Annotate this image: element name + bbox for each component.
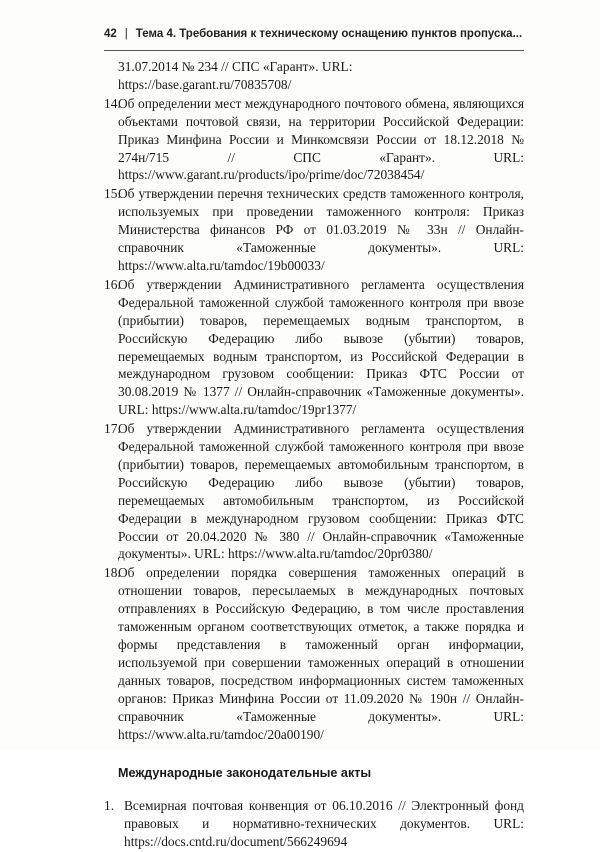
- reference-number: 15.: [104, 186, 121, 202]
- reference-item: [104, 276, 524, 419]
- reference-text: Об определении порядка совершения таможенных операций в отношении товаров, пересылаемых в международных почтовых отправлениях в Российскую Федерацию, в том числе проставления таможенным органом соответствующих отметок, а также порядка и формы представления в таможенный орган информации, используемой при совершении таможенных операций в отношении данных товаров, посредством информационных систем таможенных органов: Приказ Минфина России от 11.09.2020 № 190н // Онлайн-справочник «Таможенные документы». URL: https://www.alta.ru/tamdoc/20a00190/: [118, 565, 524, 742]
- reference-number: 16.: [104, 276, 121, 292]
- reference-item: [104, 564, 524, 743]
- reference-list: [104, 58, 524, 852]
- continued-reference: 31.07.2014 № 234 // СПС «Гарант». URL: https://base.garant.ru/70835708/: [118, 59, 353, 92]
- international-list: [104, 797, 524, 851]
- reference-number: 17.: [104, 421, 121, 437]
- reference-text: Об утверждении перечня технических средств таможенного контроля, используемых при проведении таможенного контроля: Приказ Министерства финансов РФ от 01.03.2019 № 33н // Онлайн-справочник «Таможенные документы». URL: https://www.alta.ru/tamdoc/19b00033/: [118, 186, 524, 273]
- running-header: [104, 28, 524, 40]
- reference-text: Об утверждении Административного регламента осуществления Федеральной таможенной службой таможенного контроля при ввозе (прибытии) товаров, перемещаемых автомобильным транспортом, в Российскую Федерацию либо вывозе (убытии) товаров, перемещаемых автомобильным транспортом, из Российской Федерации в международном грузовом сообщении: Приказ ФТС России от 20.04.2020 № 380 // Онлайн-справочник «Таможенные документы». URL: https://www.alta.ru/tamdoc/20pr0380/: [118, 421, 524, 562]
- reference-item: [104, 797, 524, 851]
- reference-number: 18.: [104, 565, 121, 581]
- page-number: 42: [104, 28, 117, 40]
- reference-text: Всемирная почтовая конвенция от 06.10.2016 // Электронный фонд правовых и нормативно-технических документов. URL: https://docs.cntd.ru/document/566249694: [124, 798, 524, 850]
- reference-item: [104, 420, 524, 563]
- section-heading: Международные законодательные акты: [118, 766, 372, 781]
- reference-item: [104, 95, 524, 185]
- reference-text: Об определении мест международного почтового обмена, являющихся объектами почтовой связи, на территории Российской Федерации: Приказ Минфина России и Минкомсвязи России от 18.12.2018 № 274н/715 // СПС «Гарант». URL: https://www.garant.ru/products/ipo/prime/doc/72038454/: [118, 95, 524, 183]
- header-rule: [104, 50, 524, 51]
- reference-item: [104, 185, 524, 275]
- reference-number: 14.: [104, 95, 121, 111]
- running-title: Тема 4. Требования к техническому оснащению пунктов пропуска...: [135, 28, 523, 40]
- header-separator: |: [124, 28, 128, 40]
- reference-text: Об утверждении Административного регламента осуществления Федеральной таможенной службой таможенного контроля при ввозе (прибытии) товаров, перемещаемых водным транспортом, в Российскую Федерацию либо вывозе (убытии) товаров, перемещаемых водным транспортом, из Российской Федерации в международном грузовом сообщении: Приказ ФТС России от 30.08.2019 № 1377 // Онлайн-справочник «Таможенные документы». URL: https://www.alta.ru/tamdoc/19pr1377/: [118, 276, 524, 418]
- reference-number: 1.: [104, 798, 115, 814]
